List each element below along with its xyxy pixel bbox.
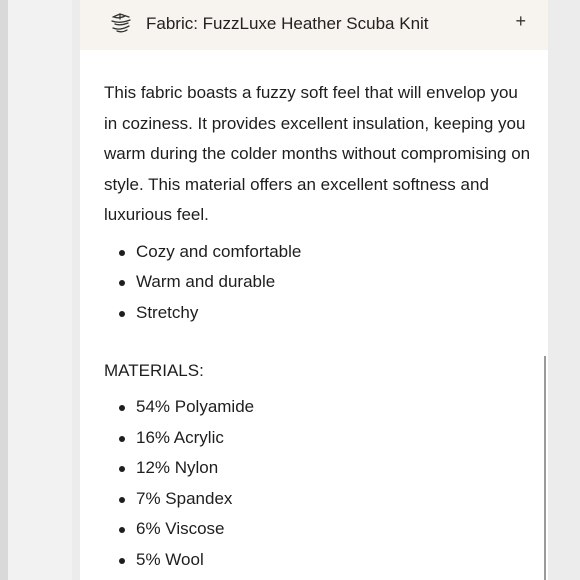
fabric-description: This fabric boasts a fuzzy soft feel that will envelop you in coziness. It provides excellent insulation, keeping you warm during the colder months without compromising on style. This material offers an excellent softness and luxurious feel. (104, 83, 531, 224)
bullet-icon (119, 280, 125, 286)
bullet-icon (119, 405, 125, 411)
scrollbar[interactable] (544, 356, 546, 580)
materials-list (104, 392, 534, 575)
material-label: 7% Spandex (136, 488, 233, 508)
feature-label: Stretchy (136, 302, 199, 322)
bullet-icon (119, 436, 125, 442)
bullet-icon (119, 466, 125, 472)
material-label: 5% Wool (136, 549, 204, 569)
fabric-swatch-icon (108, 11, 134, 37)
bullet-icon (119, 558, 125, 564)
list-item (104, 237, 534, 268)
list-item (104, 392, 534, 423)
material-label: 54% Polyamide (136, 397, 255, 416)
materials-heading: MATERIALS: (104, 361, 204, 380)
fabric-accordion-header[interactable] (80, 0, 548, 50)
left-panel (8, 0, 72, 580)
list-item (104, 514, 534, 545)
list-item (104, 545, 534, 576)
list-item (104, 423, 534, 454)
feature-label: Warm and durable (136, 272, 276, 291)
expand-plus-icon[interactable]: + (515, 11, 526, 31)
list-item (104, 298, 534, 329)
bullet-icon (119, 311, 125, 317)
fabric-feature-list (104, 237, 534, 329)
left-edge-strip (0, 0, 8, 580)
material-label: 12% Nylon (136, 458, 219, 477)
feature-label: Cozy and comfortable (136, 241, 302, 261)
list-item (104, 453, 534, 484)
bullet-icon (119, 250, 125, 256)
list-item (104, 484, 534, 515)
bullet-icon (119, 527, 125, 533)
material-label: 6% Viscose (136, 519, 225, 538)
bullet-icon (119, 497, 125, 503)
fabric-accordion-title: Fabric: FuzzLuxe Heather Scuba Knit (146, 14, 429, 33)
list-item (104, 267, 534, 298)
product-details-card (80, 0, 548, 580)
material-label: 16% Acrylic (136, 427, 224, 447)
fabric-accordion-content (104, 78, 534, 575)
